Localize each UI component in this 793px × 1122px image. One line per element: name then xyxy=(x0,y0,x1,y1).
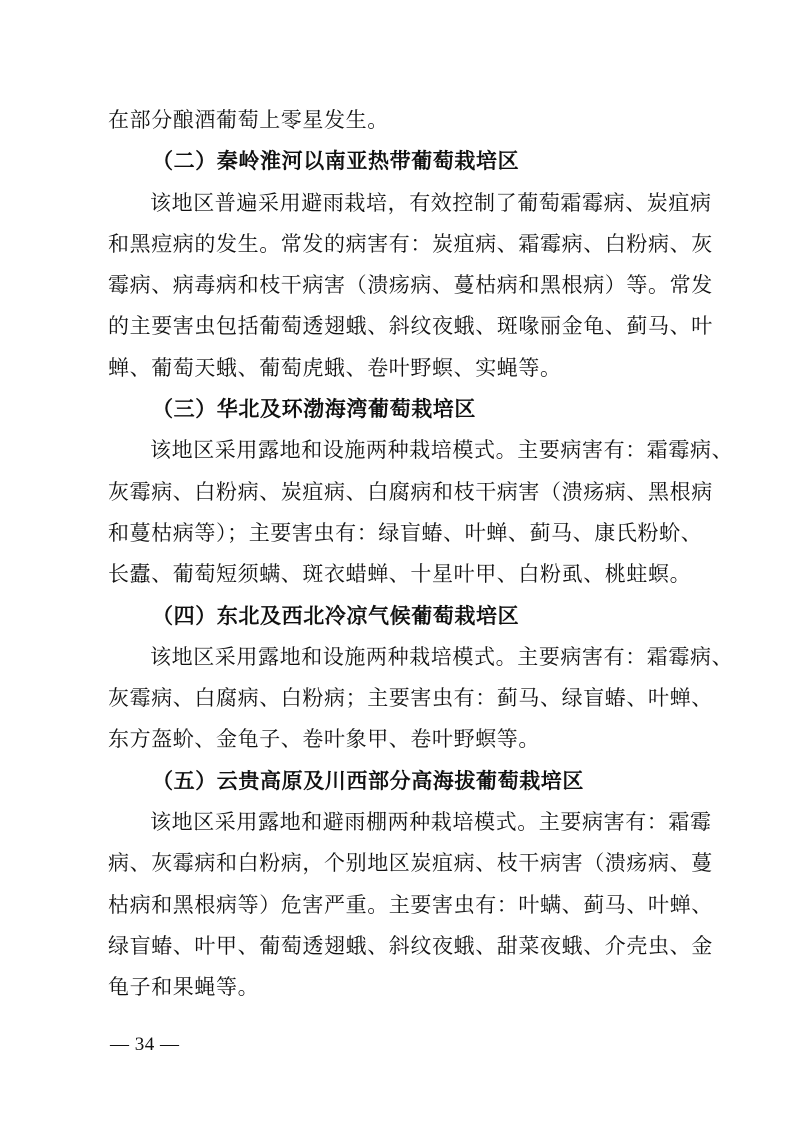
section-heading-3: （三）华北及环渤海湾葡萄栽培区 xyxy=(152,397,476,422)
section-heading-2: （二）秦岭淮河以南亚热带葡萄栽培区 xyxy=(152,149,520,174)
paragraph-line: 和蔓枯病等）；主要害虫有：绿盲蝽、叶蝉、蓟马、康氏粉蚧、 xyxy=(108,520,703,545)
paragraph-line: 枯病和黑根病等）危害严重。主要害虫有：叶螨、蓟马、叶蝉、 xyxy=(108,892,713,917)
paragraph-line: 该地区普遍采用避雨栽培，有效控制了葡萄霜霉病、炭疽病 xyxy=(150,190,712,215)
page-number: — 34 — xyxy=(110,1034,180,1055)
section-heading-5: （五）云贵高原及川西部分高海拔葡萄栽培区 xyxy=(152,768,584,793)
paragraph-line: 和黑痘病的发生。常发的病害有：炭疽病、霜霉病、白粉病、灰 xyxy=(108,231,713,256)
document-body xyxy=(108,100,734,1009)
section-heading-4: （四）东北及西北冷凉气候葡萄栽培区 xyxy=(152,603,520,628)
paragraph-line: 龟子和果蝇等。 xyxy=(108,975,260,1000)
paragraph-line: 灰霉病、白粉病、炭疽病、白腐病和枝干病害（溃疡病、黑根病 xyxy=(108,479,713,504)
paragraph-line: 该地区采用露地和设施两种栽培模式。主要病害有：霜霉病、 xyxy=(150,644,734,669)
paragraph-line: 东方盔蚧、金龟子、卷叶象甲、卷叶野螟等。 xyxy=(108,727,540,752)
paragraph-line: 在部分酿酒葡萄上零星发生。 xyxy=(108,108,389,132)
paragraph-line: 绿盲蝽、叶甲、葡萄透翅蛾、斜纹夜蛾、甜菜夜蛾、介壳虫、金 xyxy=(108,933,713,958)
paragraph-line: 长蠹、葡萄短须螨、斑衣蜡蝉、十星叶甲、白粉虱、桃蛀螟。 xyxy=(108,562,692,587)
paragraph-line: 蝉、葡萄天蛾、葡萄虎蛾、卷叶野螟、实蝇等。 xyxy=(108,355,562,380)
paragraph-line: 该地区采用露地和避雨棚两种栽培模式。主要病害有：霜霉 xyxy=(150,810,712,835)
paragraph-line: 的主要害虫包括葡萄透翅蛾、斜纹夜蛾、斑喙丽金龟、蓟马、叶 xyxy=(108,314,713,339)
paragraph-line: 灰霉病、白腐病、白粉病；主要害虫有：蓟马、绿盲蝽、叶蝉、 xyxy=(108,686,713,711)
paragraph-line: 霉病、病毒病和枝干病害（溃疡病、蔓枯病和黑根病）等。常发 xyxy=(108,273,713,298)
paragraph-line: 病、灰霉病和白粉病，个别地区炭疽病、枝干病害（溃疡病、蔓 xyxy=(108,851,713,876)
paragraph-line: 该地区采用露地和设施两种栽培模式。主要病害有：霜霉病、 xyxy=(150,438,734,463)
